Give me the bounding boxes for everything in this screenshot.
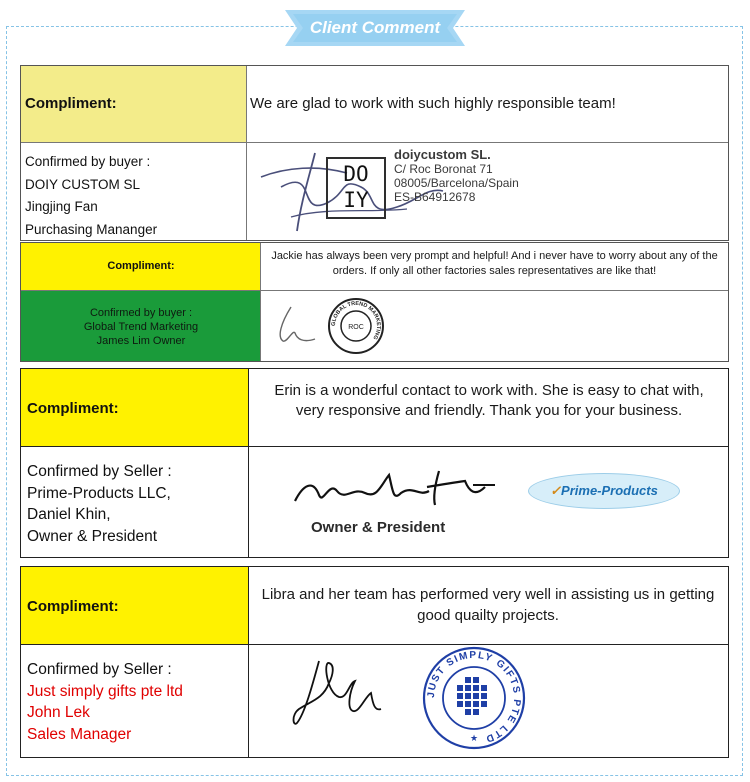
seal-ring-text: JUST SIMPLY GIFTS PTE LTD <box>425 649 523 745</box>
prime-products-logo <box>528 473 680 509</box>
company-stamp <box>394 148 519 204</box>
buyer-company: DOIY CUSTOM SL <box>25 176 141 192</box>
seller-name: John Lek <box>27 704 90 721</box>
seller-signature <box>289 461 499 513</box>
stamp-company: doiycustom SL. <box>394 147 491 162</box>
comment-text: Jackie has always been very prompt and helpful! And i never have to worry about any of the orders. If only all other factories sales representatives are like that! <box>271 250 718 277</box>
comment-text: Erin is a wonderful contact to work with. She is easy to chat with, very responsive and friendly. Thank you for your business. <box>274 382 704 419</box>
company-seal <box>421 645 527 751</box>
logo-text: Prime-Products <box>561 483 658 498</box>
compliment-label: Compliment: <box>27 400 119 417</box>
compliment-label-cell <box>21 243 261 291</box>
title-banner <box>285 10 465 46</box>
seller-title: Owner & President <box>27 527 158 545</box>
signature-stamp-cell <box>261 291 728 361</box>
stamp-tax-id: ES-B64912678 <box>394 190 476 204</box>
confirmation-heading: Confirmed by Seller : <box>27 463 172 480</box>
confirmation-cell <box>21 645 249 757</box>
seal-ring-text: GLOBAL TREND MARKETING <box>330 300 382 341</box>
buyer-title: Purchasing Mananger <box>25 221 158 237</box>
signature-stamp-cell <box>249 645 728 757</box>
compliment-label: Compliment: <box>25 95 117 112</box>
comment-cell <box>249 369 728 447</box>
seller-name: Daniel Khin, <box>27 506 111 523</box>
stamp-city: 08005/Barcelona/Spain <box>394 176 519 190</box>
seller-company: Just simply gifts pte ltd <box>27 682 183 700</box>
comment-section-2 <box>20 242 729 362</box>
seal-star-icon: ★ <box>469 733 479 743</box>
comment-section-4 <box>20 566 729 758</box>
buyer-name: James Lim Owner <box>96 335 186 347</box>
signature-stamp-cell <box>247 143 728 240</box>
comment-cell <box>261 243 728 291</box>
confirmation-heading: Confirmed by buyer : <box>25 154 151 169</box>
seller-company: Prime-Products LLC, <box>27 484 171 502</box>
check-icon: ✓ <box>550 483 562 498</box>
doiy-logo-top: DO <box>343 162 369 186</box>
doiy-logo <box>326 157 386 219</box>
company-seal <box>327 297 385 355</box>
confirmation-heading: Confirmed by buyer : <box>89 307 193 319</box>
compliment-label-cell <box>21 66 247 143</box>
seal-center-text: ROC <box>348 324 364 331</box>
confirmation-cell <box>21 291 261 361</box>
seller-title: Sales Manager <box>27 725 132 743</box>
compliment-label-cell <box>21 567 249 645</box>
compliment-label-cell <box>21 369 249 447</box>
confirmation-cell <box>21 447 249 557</box>
comment-text: We are glad to work with such highly responsible team! <box>250 95 616 112</box>
svg-text:GLOBAL TREND MARKETING <box>331 301 381 340</box>
comment-cell <box>247 66 728 143</box>
signature-caption: Owner & President <box>311 519 446 536</box>
comment-section-3 <box>20 368 729 558</box>
comment-section-1 <box>20 65 729 241</box>
doiy-logo-bottom: IY <box>343 188 369 212</box>
comment-cell <box>249 567 728 645</box>
signature-stamp-cell <box>249 447 728 557</box>
compliment-label: Compliment: <box>27 598 119 615</box>
buyer-company: Global Trend Marketing <box>83 321 199 333</box>
buyer-name: Jingjing Fan <box>25 199 98 214</box>
banner-title: Client Comment <box>309 18 441 37</box>
buyer-signature <box>271 303 321 351</box>
comment-text: Libra and her team has performed very well in assisting us in getting good quailty projects. <box>261 586 715 624</box>
stamp-address: C/ Roc Boronat 71 <box>394 162 493 176</box>
confirmation-cell <box>21 143 247 240</box>
seller-signature <box>289 653 385 731</box>
confirmation-heading: Confirmed by Seller : <box>27 661 172 678</box>
compliment-label: Compliment: <box>107 260 175 272</box>
